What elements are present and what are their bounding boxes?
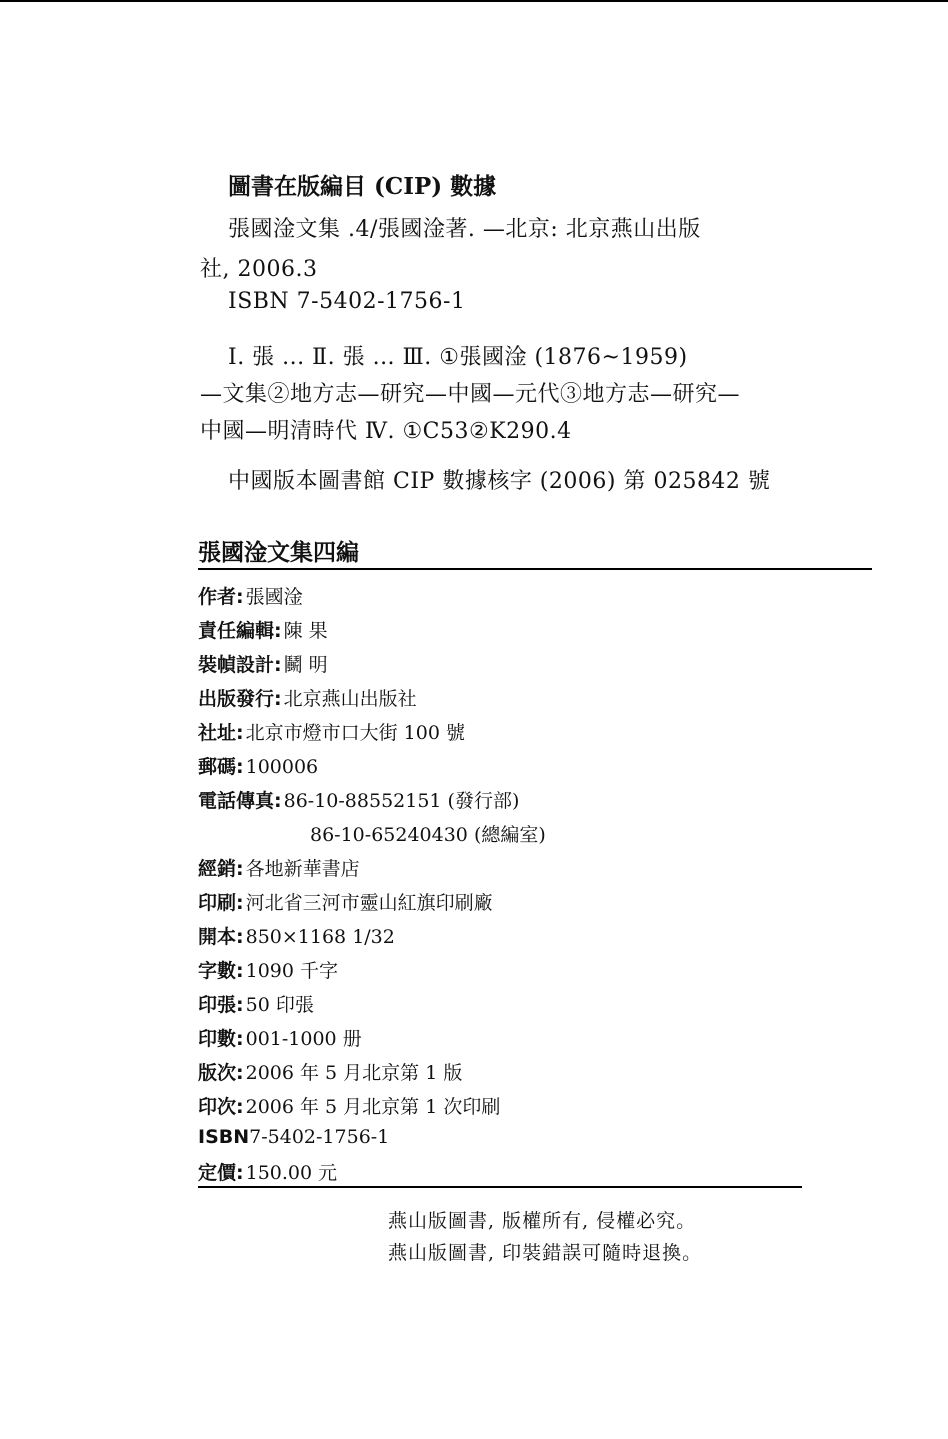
info-row-printing bbox=[198, 1092, 500, 1122]
info-row-address bbox=[198, 718, 465, 748]
info-label: 經銷: bbox=[198, 858, 244, 880]
book-title: 張國淦文集四編 bbox=[198, 539, 359, 566]
cip-line-classification-1: Ⅰ. 張 ... Ⅱ. 張 ... Ⅲ. ①張國淦 (1876~1959) bbox=[228, 345, 688, 370]
info-row-designer bbox=[198, 650, 328, 680]
info-value: 北京市燈市口大街 100 號 bbox=[245, 722, 465, 744]
info-label: 印張: bbox=[198, 994, 244, 1016]
info-label: 作者: bbox=[198, 586, 244, 608]
info-row-postcode bbox=[198, 752, 318, 782]
info-label: 裝幀設計: bbox=[198, 654, 282, 676]
info-row-print-run bbox=[198, 1024, 362, 1054]
title-underline bbox=[198, 568, 872, 570]
info-row-author bbox=[198, 582, 303, 612]
copyright-notice: 燕山版圖書, 版權所有, 侵權必究。 bbox=[388, 1210, 697, 1232]
info-value: 850×1168 1/32 bbox=[245, 926, 395, 948]
info-value: 北京燕山出版社 bbox=[283, 688, 417, 710]
info-row-publisher bbox=[198, 684, 417, 714]
info-label: 版次: bbox=[198, 1062, 244, 1084]
top-border-rule bbox=[0, 0, 948, 2]
info-label: 定價: bbox=[198, 1162, 244, 1184]
info-label: 印刷: bbox=[198, 892, 244, 914]
info-row-price bbox=[198, 1158, 337, 1188]
cip-line-title: 張國淦文集 .4/張國淦著. —北京: 北京燕山出版 bbox=[228, 217, 701, 242]
info-row-printer bbox=[198, 888, 493, 918]
info-row-phone-2 bbox=[308, 820, 546, 850]
info-value: 86-10-65240430 (總編室) bbox=[310, 824, 546, 846]
info-row-edition bbox=[198, 1058, 462, 1088]
cip-line-record-number: 中國版本圖書館 CIP 數據核字 (2006) 第 025842 號 bbox=[228, 469, 771, 494]
info-label: 開本: bbox=[198, 926, 244, 948]
info-value: 50 印張 bbox=[245, 994, 314, 1016]
info-row-sheets bbox=[198, 990, 314, 1020]
info-value: 2006 年 5 月北京第 1 次印刷 bbox=[245, 1096, 501, 1118]
info-value: 100006 bbox=[245, 756, 319, 778]
info-label: 印次: bbox=[198, 1096, 244, 1118]
cip-heading: 圖書在版編目 (CIP) 數據 bbox=[228, 173, 497, 200]
replacement-notice: 燕山版圖書, 印裝錯誤可隨時退換。 bbox=[388, 1242, 703, 1264]
info-value: 河北省三河市靈山紅旗印刷廠 bbox=[245, 892, 493, 914]
info-label: 出版發行: bbox=[198, 688, 282, 710]
info-value: 150.00 元 bbox=[245, 1162, 338, 1184]
info-row-editor bbox=[198, 616, 328, 646]
info-value: 1090 千字 bbox=[245, 960, 339, 982]
info-row-distributor bbox=[198, 854, 360, 884]
info-row-word-count bbox=[198, 956, 338, 986]
info-label: 郵碼: bbox=[198, 756, 244, 778]
info-value: 各地新華書店 bbox=[245, 858, 360, 880]
cip-line-publisher: 社, 2006.3 bbox=[200, 257, 318, 282]
info-label: 印數: bbox=[198, 1028, 244, 1050]
info-value: 鬭 明 bbox=[283, 654, 328, 676]
info-label: 字數: bbox=[198, 960, 244, 982]
price-underline bbox=[198, 1186, 802, 1188]
cip-line-isbn: ISBN 7-5402-1756-1 bbox=[228, 289, 466, 314]
info-value: 張國淦 bbox=[245, 586, 303, 608]
info-value: 陳 果 bbox=[283, 620, 328, 642]
info-row-isbn bbox=[198, 1126, 389, 1156]
info-value: 86-10-88552151 (發行部) bbox=[283, 790, 520, 812]
cip-line-classification-2: —文集②地方志—研究—中國—元代③地方志—研究— bbox=[200, 382, 741, 407]
info-row-format bbox=[198, 922, 395, 952]
cip-line-classification-3: 中國—明清時代 Ⅳ. ①C53②K290.4 bbox=[200, 419, 572, 444]
info-value: 7-5402-1756-1 bbox=[249, 1126, 390, 1148]
info-value: 2006 年 5 月北京第 1 版 bbox=[245, 1062, 463, 1084]
info-label: 責任編輯: bbox=[198, 620, 282, 642]
info-value: 001-1000 册 bbox=[245, 1028, 362, 1050]
info-row-phone bbox=[198, 786, 519, 816]
info-label: 電話傳真: bbox=[198, 790, 282, 812]
info-label: 社址: bbox=[198, 722, 244, 744]
info-label: ISBN bbox=[198, 1126, 250, 1148]
